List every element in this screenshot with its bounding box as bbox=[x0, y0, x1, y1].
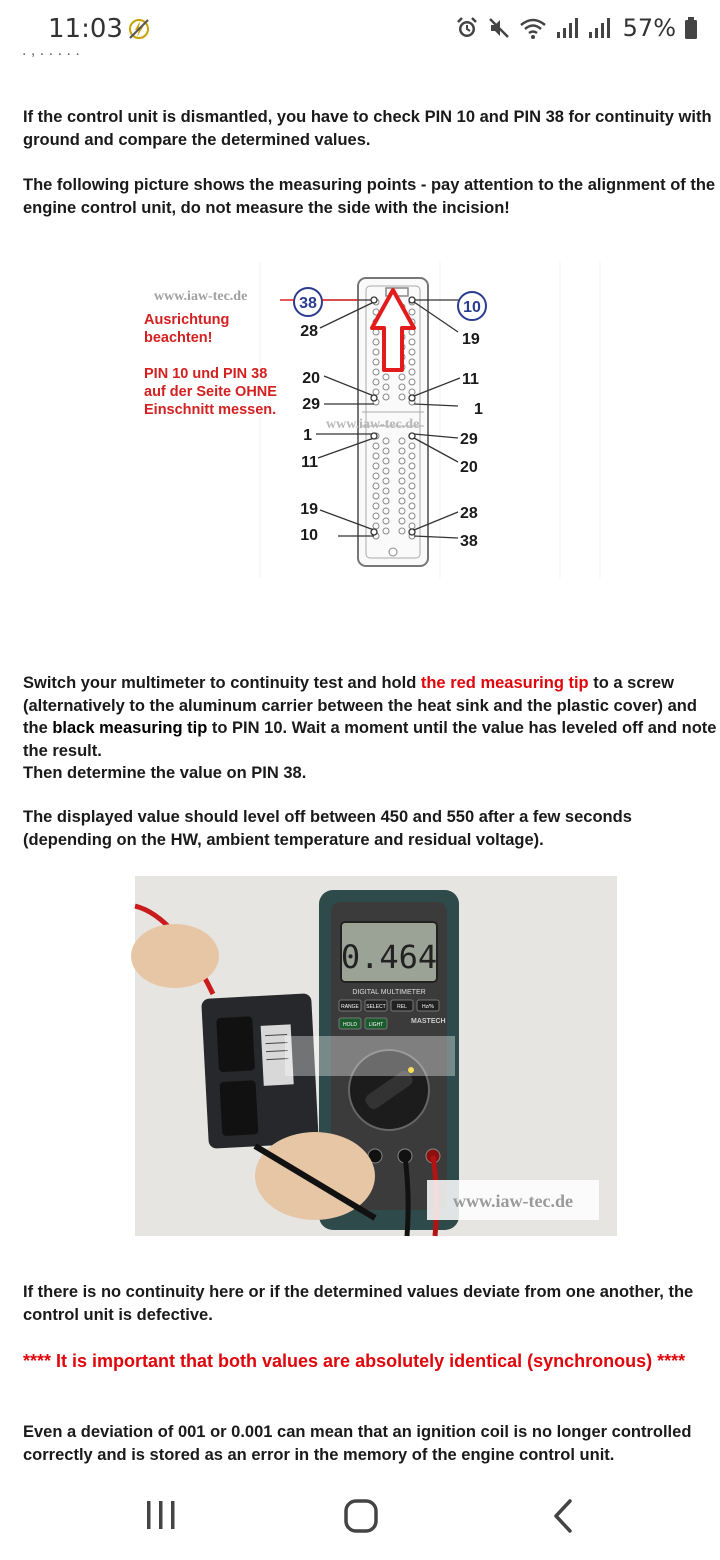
pin-label-left-19: 19 bbox=[300, 501, 318, 518]
red-tip-highlight: the red measuring tip bbox=[420, 674, 589, 692]
battery-percent: 57% bbox=[622, 14, 676, 42]
meter-button-hz: Hz/% bbox=[422, 1004, 434, 1010]
text-segment: Then determine the value on PIN 38. bbox=[23, 764, 307, 782]
wifi-icon bbox=[519, 16, 547, 40]
pin-38-badge: 38 bbox=[299, 295, 317, 312]
status-icons bbox=[455, 14, 698, 42]
alarm-icon bbox=[455, 16, 479, 40]
status-time: 11:03 bbox=[48, 14, 123, 44]
diagram-watermark-2: www.iaw-tec.de bbox=[326, 417, 420, 432]
meter-button-rel: REL bbox=[397, 1004, 407, 1010]
text-segment: Switch your multimeter to continuity test and hold bbox=[23, 674, 421, 692]
paragraph-picture-intro: The following picture shows the measuring points - pay attention to the alignment of the engine control unit, do not measure the side with the incision! bbox=[23, 176, 716, 217]
meter-button-light: LIGHT bbox=[368, 1022, 384, 1028]
power-saving-icon bbox=[126, 16, 152, 42]
meter-button-range: RANGE bbox=[341, 1004, 359, 1010]
diagram-watermark: www.iaw-tec.de bbox=[154, 289, 248, 304]
text-segment: to a screw (alternatively to the aluminum carrier between the heat sink and the plastic cover) and the bbox=[23, 674, 697, 737]
navigation-bar bbox=[0, 1468, 720, 1560]
note-pin-line2: auf der Seite OHNE bbox=[144, 384, 277, 400]
note-pin-line3: Einschnitt messen. bbox=[144, 402, 277, 418]
note-beachten: beachten! bbox=[144, 330, 213, 346]
meter-button-select: SELECT bbox=[366, 1004, 386, 1010]
paragraph-expected-value: The displayed value should level off between 450 and 550 after a few seconds (depending on the HW, ambient temperature and residual voltage). bbox=[23, 808, 632, 849]
black-tip-highlight: black measuring tip bbox=[52, 719, 208, 737]
multimeter-reading: 0.464 bbox=[340, 938, 438, 976]
signal-icon bbox=[555, 16, 579, 40]
pin-label-right-29: 29 bbox=[460, 431, 478, 448]
paragraph-deviation: Even a deviation of 001 or 0.001 can mean that an ignition coil is no longer controlled correctly and is stored as an error in the memory of the engine control unit. bbox=[23, 1423, 692, 1464]
note-ausrichtung: Ausrichtung bbox=[144, 312, 230, 328]
multimeter-photo bbox=[135, 876, 617, 1236]
recent-apps-icon[interactable] bbox=[144, 1498, 178, 1532]
battery-icon bbox=[684, 16, 698, 40]
text-segment: to PIN 10. Wait a moment until the value has leveled off and note the result. bbox=[23, 719, 717, 760]
pin-label-left-29: 29 bbox=[302, 396, 320, 413]
pin-label-left-1: 1 bbox=[303, 427, 312, 444]
pin-label-right-28: 28 bbox=[460, 505, 478, 522]
meter-brand: MASTECH bbox=[411, 1018, 446, 1025]
pin-label-right-11: 11 bbox=[462, 371, 479, 388]
warning-identical-values: **** It is important that both values are absolutely identical (synchronous) **** bbox=[23, 1351, 686, 1371]
signal-icon bbox=[587, 16, 611, 40]
back-icon[interactable] bbox=[550, 1498, 576, 1534]
note-pin-line1: PIN 10 und PIN 38 bbox=[144, 366, 268, 382]
clipped-text-fragment: . , . . . . . bbox=[22, 42, 80, 59]
meter-label: DIGITAL MULTIMETER bbox=[352, 989, 426, 996]
pin-label-right-19: 19 bbox=[462, 331, 480, 348]
paragraph-multimeter-instructions bbox=[23, 672, 720, 785]
photo-watermark: www.iaw-tec.de bbox=[453, 1191, 573, 1211]
paragraph-defective: If there is no continuity here or if the determined values deviate from one another, the control unit is defective. bbox=[23, 1283, 694, 1324]
pin-label-left-28: 28 bbox=[300, 323, 318, 340]
paragraph-dismantled: If the control unit is dismantled, you have to check PIN 10 and PIN 38 for continuity with ground and compare the determined values. bbox=[23, 108, 712, 149]
pin-label-left-20: 20 bbox=[302, 370, 320, 387]
status-bar bbox=[0, 0, 720, 62]
pin-diagram bbox=[140, 262, 620, 578]
pin-label-right-1: 1 bbox=[474, 401, 483, 418]
pin-label-left-10: 10 bbox=[300, 527, 318, 544]
pin-label-right-20: 20 bbox=[460, 459, 478, 476]
pin-label-right-38: 38 bbox=[460, 533, 478, 550]
home-icon[interactable] bbox=[343, 1498, 379, 1534]
pin-label-left-11: 11 bbox=[301, 454, 318, 471]
pin-10-badge: 10 bbox=[463, 299, 481, 316]
mute-icon bbox=[487, 16, 511, 40]
meter-button-hold: HOLD bbox=[343, 1022, 357, 1028]
